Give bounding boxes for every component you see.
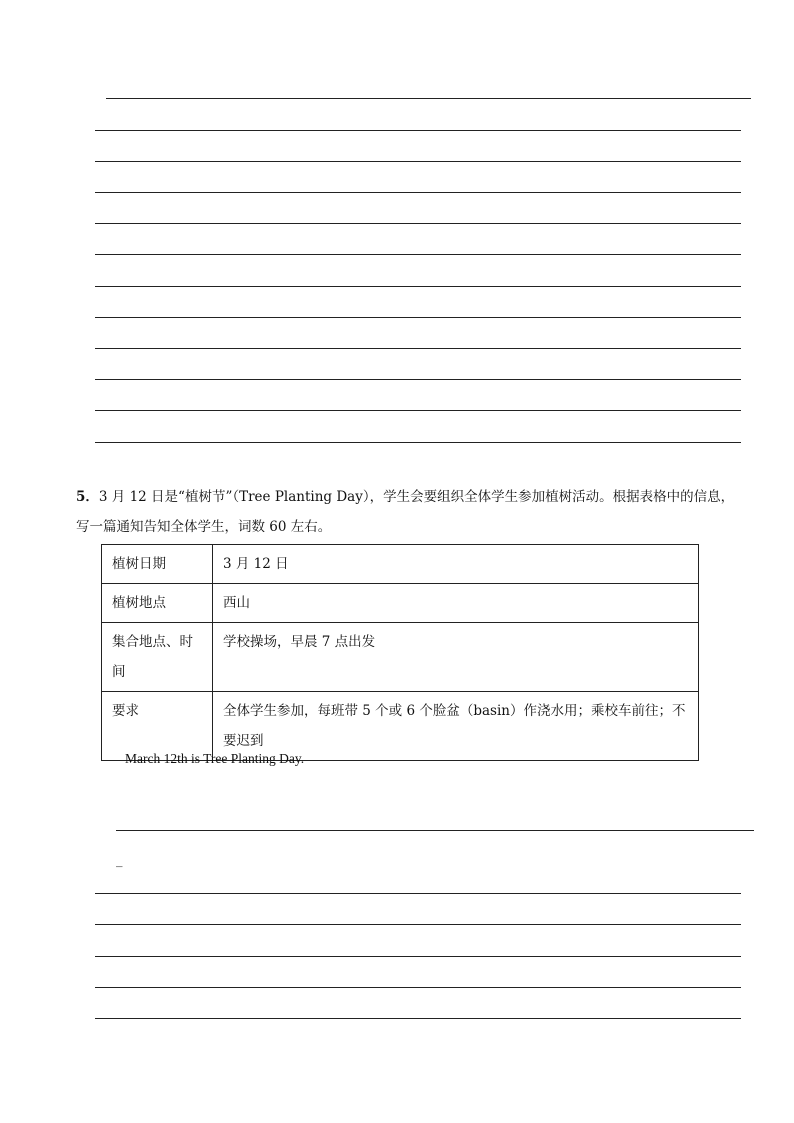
writing-line (95, 1018, 741, 1019)
table-cell-key: 植树日期 (102, 545, 213, 584)
writing-line (95, 410, 741, 411)
table-cell-key: 植树地点 (102, 584, 213, 623)
writing-line (95, 956, 741, 957)
writing-line (95, 893, 741, 894)
table-row (102, 584, 699, 623)
info-table (101, 544, 699, 761)
writing-line (95, 987, 741, 988)
writing-line (95, 348, 741, 349)
table-row (102, 623, 699, 692)
table-cell-value: 西山 (213, 584, 699, 623)
writing-line (95, 130, 741, 131)
table-cell-value: 3 月 12 日 (213, 545, 699, 584)
answer-opening: March 12th is Tree Planting Day. (125, 751, 305, 766)
question-text: 3 月 12 日是“植树节”（Tree Planting Day），学生会要组织全体学生参加植树活动。根据表格中的信息，写一篇通知告知全体学生，词数 60 左右。 (76, 489, 735, 535)
writing-line (95, 161, 741, 162)
writing-line (116, 830, 754, 831)
question-prompt (76, 482, 736, 542)
writing-line (95, 192, 741, 193)
writing-line (95, 924, 741, 925)
table-cell-value: 学校操场，早晨 7 点出发 (213, 623, 699, 692)
writing-line (95, 317, 741, 318)
table-cell-key: 要求 (102, 692, 213, 761)
table-cell-key: 集合地点、时间 (102, 623, 213, 692)
writing-line (95, 379, 741, 380)
writing-line (95, 254, 741, 255)
table-row (102, 545, 699, 584)
writing-line (106, 98, 751, 99)
writing-line (95, 286, 741, 287)
table-cell-value: 全体学生参加，每班带 5 个或 6 个脸盆（basin）作浇水用；乘校车前往；不要迟到 (213, 692, 699, 761)
writing-line (95, 223, 741, 224)
question-number: 5． (76, 489, 99, 505)
dash-mark: _ (116, 853, 123, 868)
writing-line (95, 442, 741, 443)
